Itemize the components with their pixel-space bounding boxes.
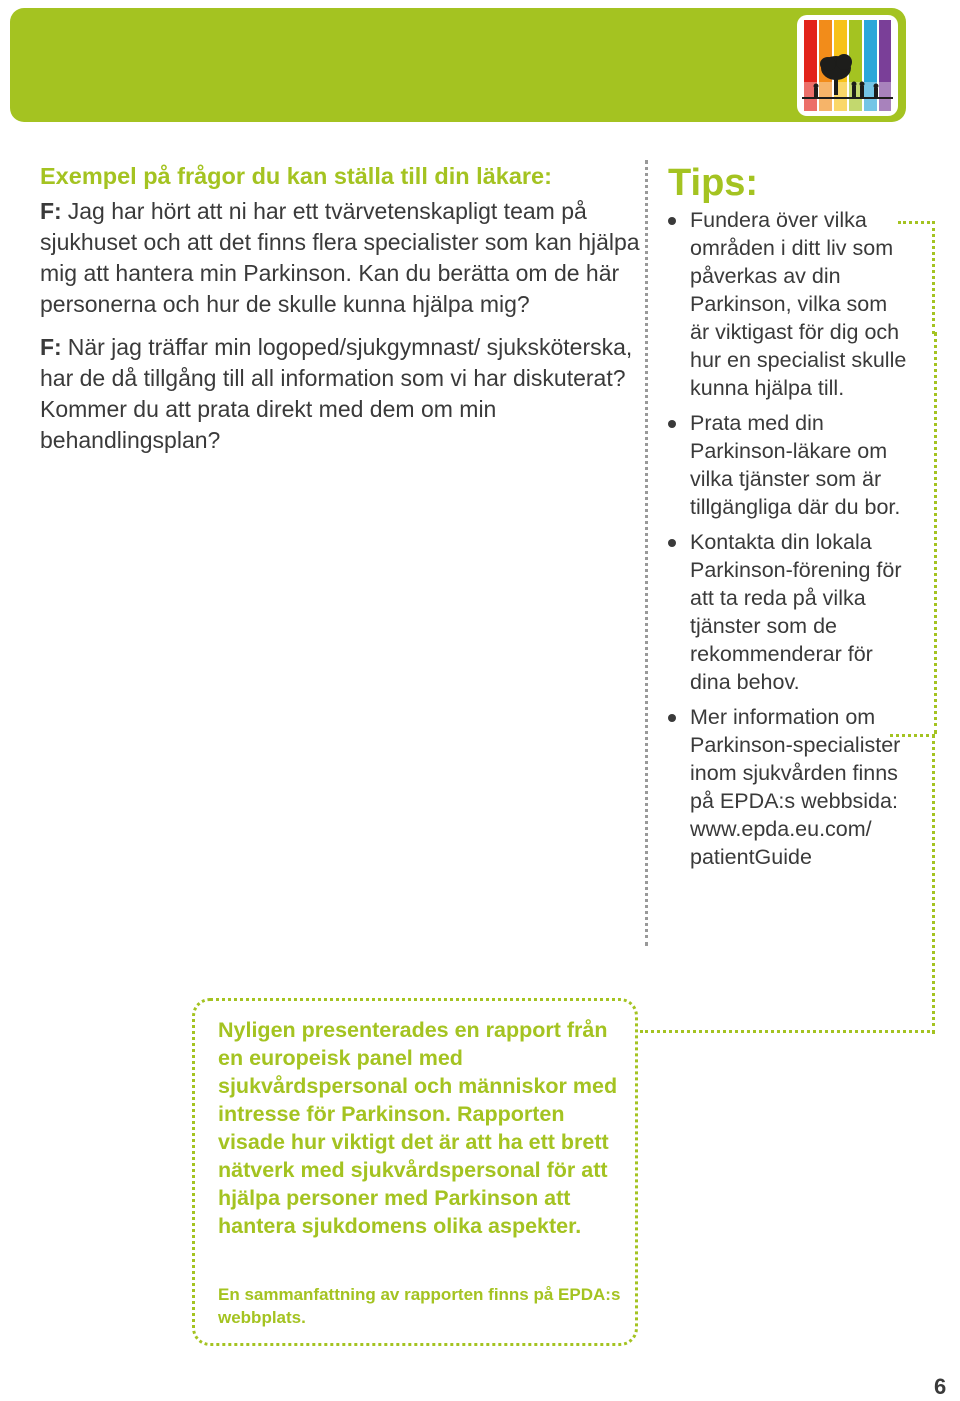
- question-1: [40, 196, 640, 320]
- question-text: När jag träffar min logoped/sjukgymnast/ sjuksköterska, har de då tillgång till all information som vi har diskuterat? Kommer du att prata direkt med dem om min behandlingsplan?: [40, 334, 633, 453]
- report-text: Nyligen presenterades en rapport från en europeisk panel med sjukvårdspersonal och människor med intresse för Parkinson. Rapporten visade hur viktigt det är att ha ett brett nätverk med sjukvårdspersonal för att hjälpa personer med Parkinson att hantera sjukdomens olika aspekter.: [218, 1018, 618, 1238]
- tips-list: [668, 206, 908, 871]
- tip-text: Fundera över vilka områden i ditt liv som påverkas av din Parkinson, vilka som är viktigast för dig och hur en specialist skulle kunna hjälpa till.: [690, 208, 907, 400]
- bullet-icon: [668, 420, 676, 428]
- bullet-icon: [668, 217, 676, 225]
- dotted-connector: [898, 221, 935, 334]
- dotted-connector: [890, 734, 935, 1034]
- tip-item: [668, 409, 908, 521]
- tip-item: [668, 206, 908, 402]
- tip-item: [668, 703, 908, 871]
- tip-text: Prata med din Parkinson-läkare om vilka tjänster som är tillgängliga där du bor.: [690, 411, 901, 519]
- dotted-connector: [934, 332, 937, 734]
- tips-panel: [668, 160, 908, 878]
- question-2: [40, 332, 640, 456]
- tips-title: Tips:: [668, 162, 759, 204]
- questions-title: Exempel på frågor du kan ställa till din läkare:: [40, 163, 552, 189]
- tip-item: [668, 528, 908, 696]
- bullet-icon: [668, 714, 676, 722]
- tip-text: Kontakta din lokala Parkinson-förening för att ta reda på vilka tjänster som de rekommenderar för dina behov.: [690, 530, 902, 694]
- logo: [797, 15, 898, 116]
- tree-logo-icon: [802, 20, 893, 111]
- question-text: Jag har hört att ni har ett tvärvetenskapligt team på sjukhuset och att det finns flera specialister som kan hjälpa mig att hantera min Parkinson. Kan du berätta om de här personerna och hur de skulle kunna hjälpa mig?: [40, 198, 640, 317]
- dotted-connector: [640, 1030, 935, 1033]
- tips-divider: [645, 160, 648, 946]
- doctor-questions: [40, 160, 640, 468]
- report-note: En sammanfattning av rapporten finns på EPDA:s webbplats.: [218, 1285, 621, 1327]
- bullet-icon: [668, 539, 676, 547]
- page-number: 6: [934, 1374, 947, 1399]
- tip-text: Mer information om Parkinson-specialister inom sjukvården finns på EPDA:s webbsida: www.epda.eu.com/ patientGuide: [690, 705, 901, 869]
- header-band: [10, 8, 906, 122]
- question-prefix: F:: [40, 198, 62, 224]
- question-prefix: F:: [40, 334, 62, 360]
